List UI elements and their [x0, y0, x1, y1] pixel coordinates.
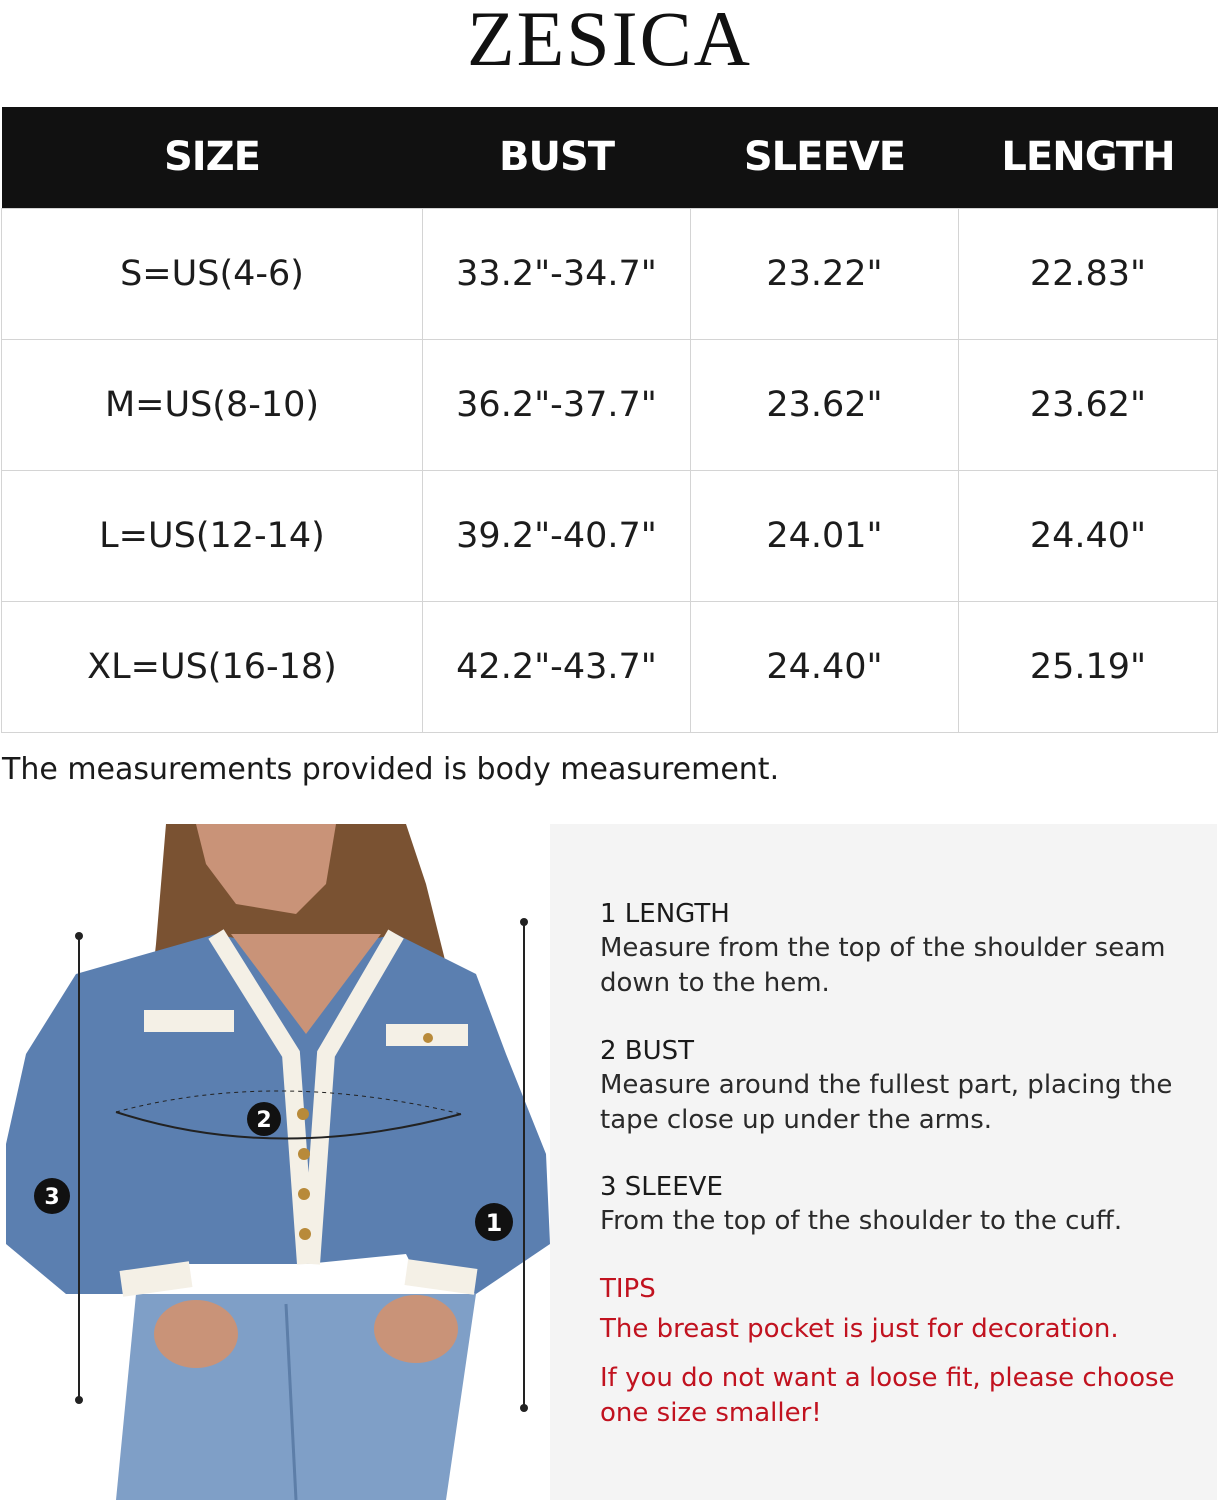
- tips-section: [600, 1272, 1200, 1431]
- guide-length-title: 1 LENGTH: [600, 899, 730, 929]
- tip-fit: If you do not want a loose fit, please choose one size smaller!: [600, 1363, 1175, 1428]
- guide-sleeve: [600, 1170, 1200, 1239]
- guide-length-desc: Measure from the top of the shoulder seam down to the hem.: [600, 933, 1166, 998]
- guide-bust: [600, 1034, 1200, 1138]
- cell-sleeve: 23.22": [691, 208, 959, 339]
- header-bust: BUST: [423, 107, 691, 208]
- cell-bust: 33.2"-34.7": [423, 208, 691, 339]
- size-chart-table: [1, 107, 1218, 733]
- tips-title: TIPS: [600, 1274, 656, 1304]
- guide-sleeve-desc: From the top of the shoulder to the cuff.: [600, 1206, 1123, 1236]
- cell-size: S=US(4-6): [2, 208, 423, 339]
- table-row: [2, 470, 1218, 601]
- header-length: LENGTH: [959, 107, 1218, 208]
- cell-bust: 42.2"-43.7": [423, 601, 691, 732]
- svg-text:2: 2: [256, 1108, 272, 1133]
- cell-size: M=US(8-10): [2, 339, 423, 470]
- header-sleeve: SLEEVE: [691, 107, 959, 208]
- measurement-note: The measurements provided is body measurement.: [2, 752, 780, 787]
- cell-size: XL=US(16-18): [2, 601, 423, 732]
- cell-length: 24.40": [959, 470, 1218, 601]
- brand-logo: ZESICA: [467, 0, 752, 82]
- svg-text:1: 1: [485, 1209, 503, 1237]
- tip-pocket: The breast pocket is just for decoration.: [600, 1314, 1119, 1344]
- table-header-row: [2, 107, 1218, 208]
- cell-length: 22.83": [959, 208, 1218, 339]
- cell-length: 25.19": [959, 601, 1218, 732]
- guide-sleeve-title: 3 SLEEVE: [600, 1172, 723, 1202]
- cell-sleeve: 23.62": [691, 339, 959, 470]
- svg-text:3: 3: [44, 1185, 60, 1210]
- table-row: [2, 601, 1218, 732]
- model-photo: [6, 824, 550, 1500]
- cell-length: 23.62": [959, 339, 1218, 470]
- cell-size: L=US(12-14): [2, 470, 423, 601]
- cell-bust: 39.2"-40.7": [423, 470, 691, 601]
- marker-length: [475, 1203, 513, 1241]
- guide-bust-title: 2 BUST: [600, 1036, 695, 1066]
- marker-bust: [247, 1102, 281, 1136]
- cell-sleeve: 24.40": [691, 601, 959, 732]
- guide-bust-desc: Measure around the fullest part, placing the tape close up under the arms.: [600, 1070, 1173, 1135]
- cell-bust: 36.2"-37.7": [423, 339, 691, 470]
- table-row: [2, 208, 1218, 339]
- cell-sleeve: 24.01": [691, 470, 959, 601]
- marker-sleeve: [34, 1178, 70, 1214]
- guide-length: [600, 897, 1200, 1001]
- table-row: [2, 339, 1218, 470]
- measurement-guide: [550, 824, 1217, 1500]
- header-size: SIZE: [2, 107, 423, 208]
